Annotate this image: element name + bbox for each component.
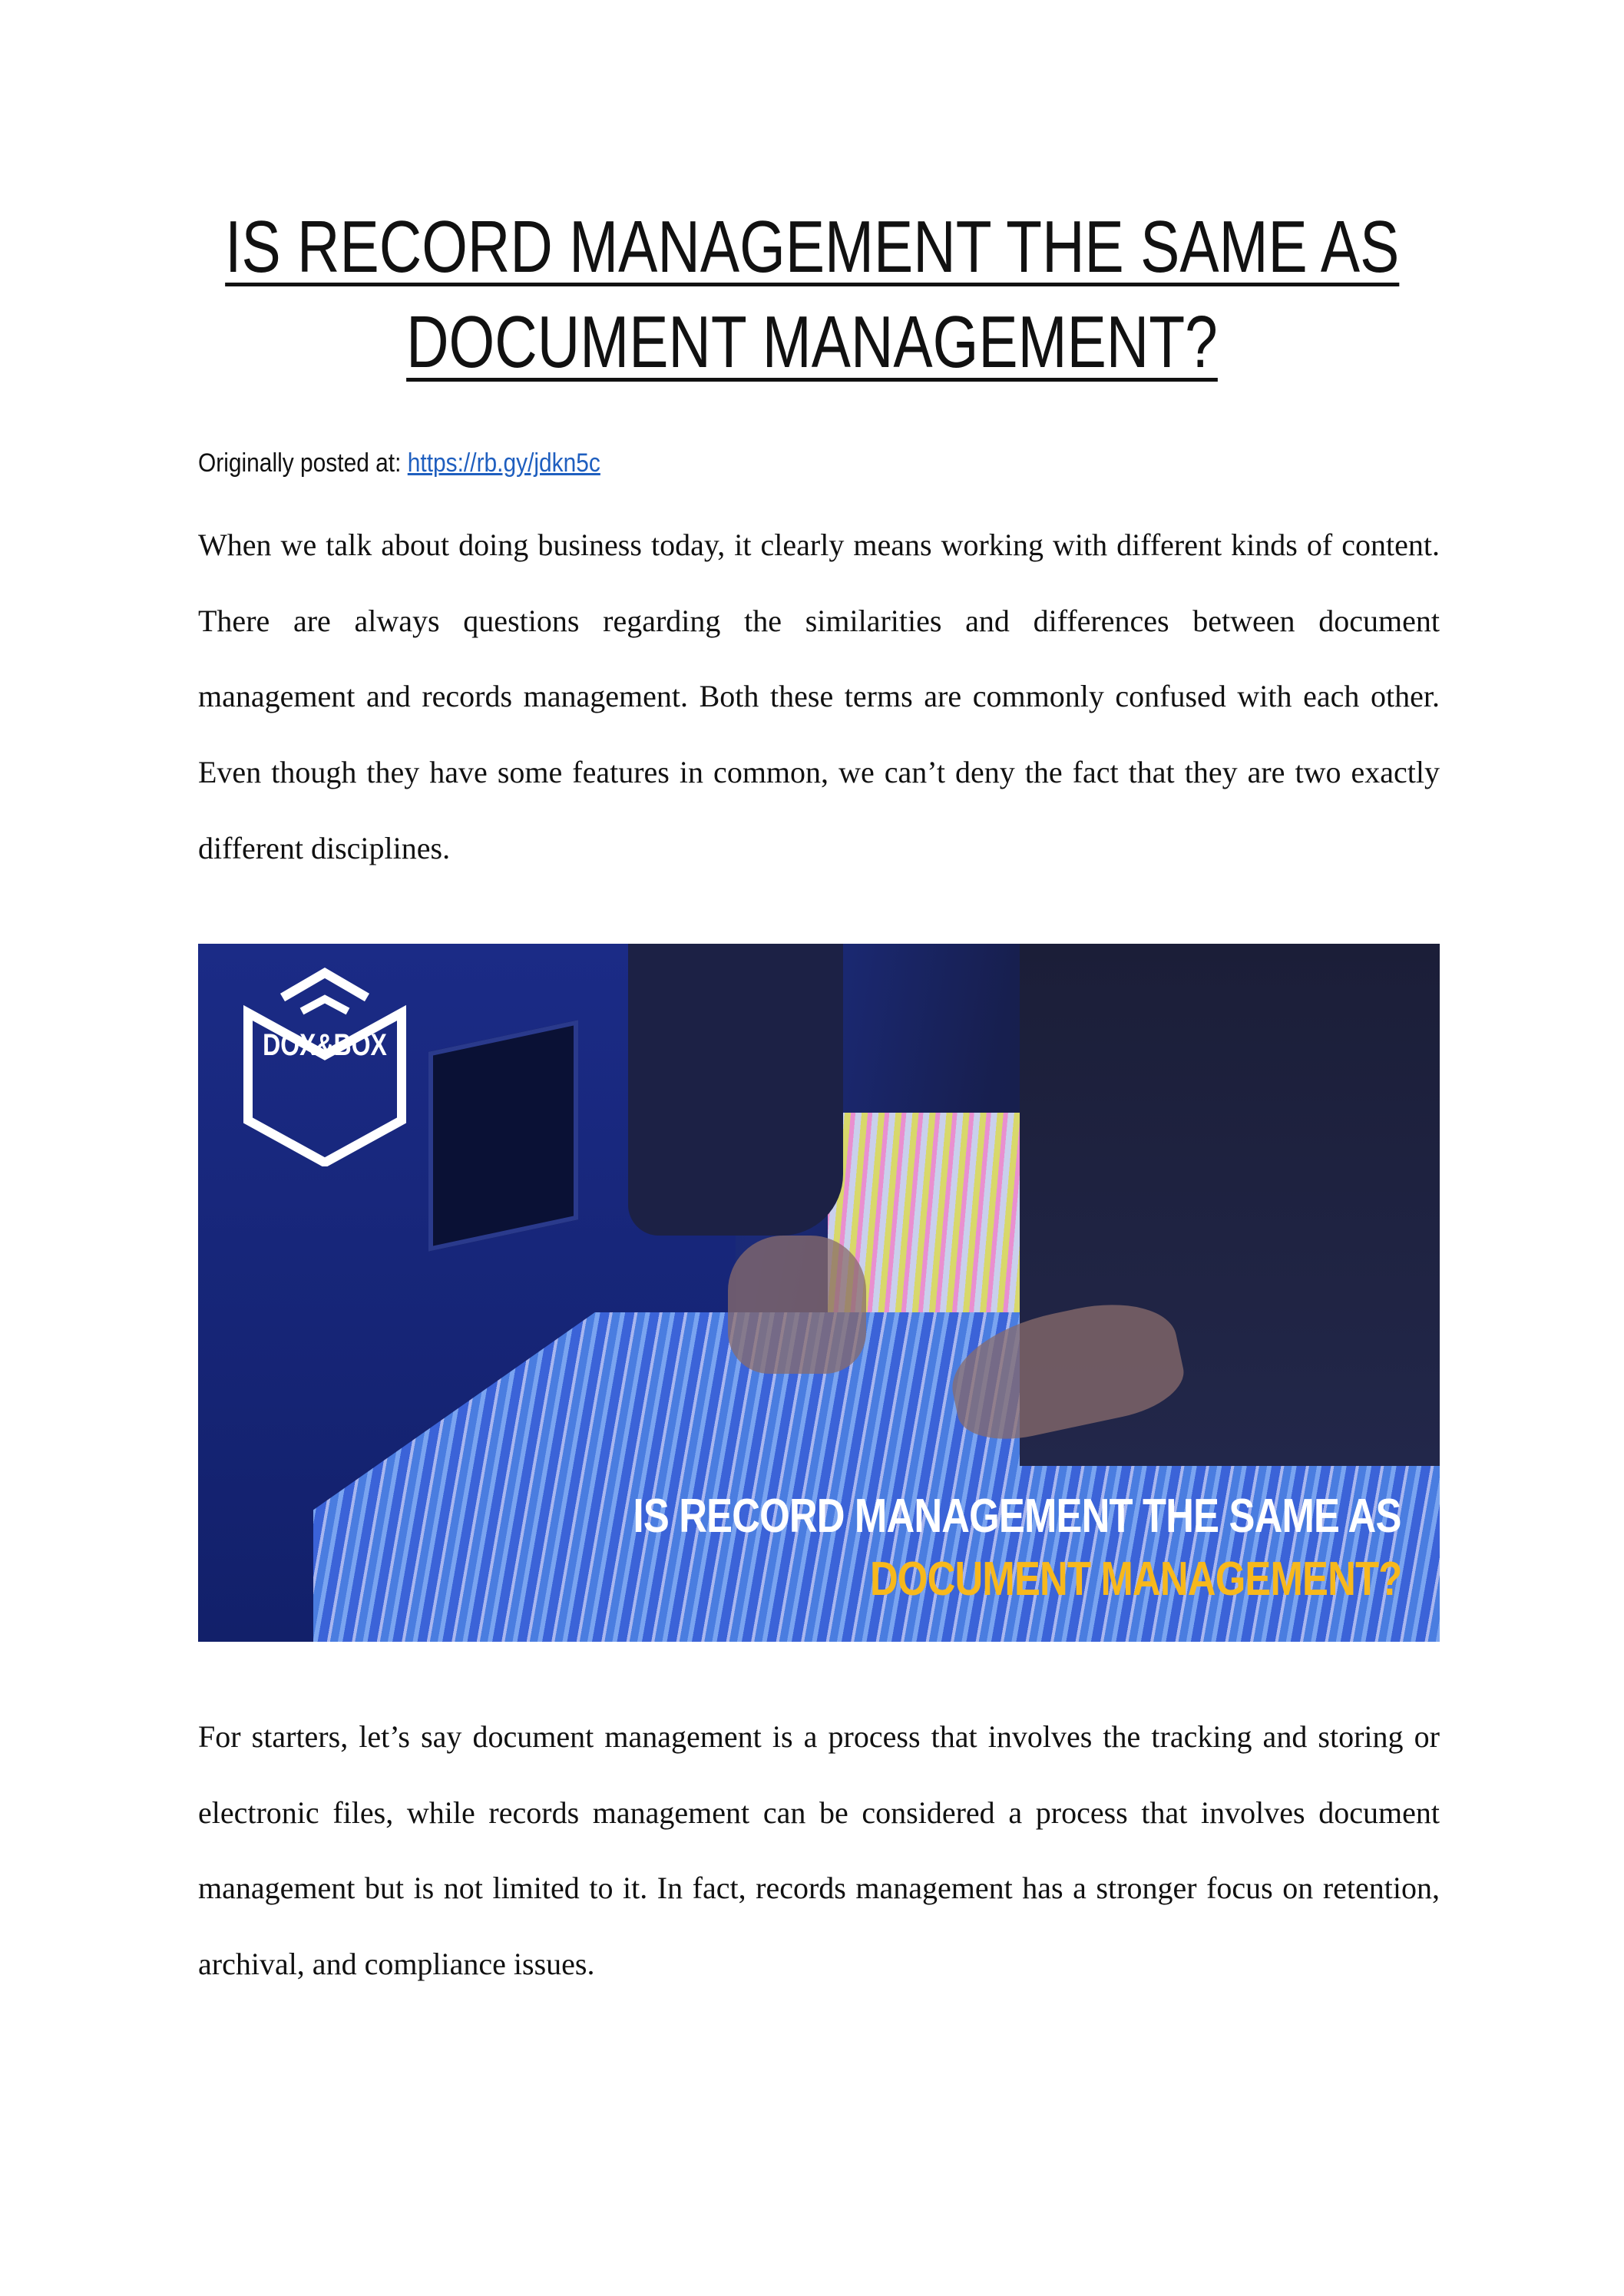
person-arm	[628, 944, 843, 1236]
logo-text: DOX&BOX	[263, 1028, 387, 1062]
dox-box-logo-icon	[240, 967, 409, 1166]
source-link[interactable]: https://rb.gy/jdkn5c	[407, 448, 600, 478]
hero-caption-line-1: IS RECORD MANAGEMENT THE SAME AS	[633, 1490, 1401, 1543]
posted-label: Originally posted at:	[198, 448, 402, 478]
cabinet-handle	[428, 1020, 578, 1251]
hero-caption-line-2: DOCUMENT MANAGEMENT?	[869, 1553, 1401, 1606]
page-title-line-1: IS RECORD MANAGEMENT THE SAME AS	[224, 206, 1400, 288]
second-paragraph: For starters, let’s say document management is a process that involves the tracking and storing or electronic files, while records management can be considered a process that involves document management but is not limited to it. In fact, records management has a stronger focus on retention, archival, and compliance issues.	[198, 1719, 1440, 1982]
page-title-line-2: DOCUMENT MANAGEMENT?	[406, 301, 1218, 383]
intro-paragraph: When we talk about doing business today, it clearly means working with different kinds of content. There are always questions regarding the similarities and differences between document management and records management. Both these terms are commonly confused with each other. Even though they have some features in common, we can’t deny the fact that they are two exactly different disciplines.	[198, 528, 1440, 865]
hand-left	[728, 1236, 866, 1374]
originally-posted	[198, 448, 600, 478]
hero-image	[198, 944, 1440, 1642]
